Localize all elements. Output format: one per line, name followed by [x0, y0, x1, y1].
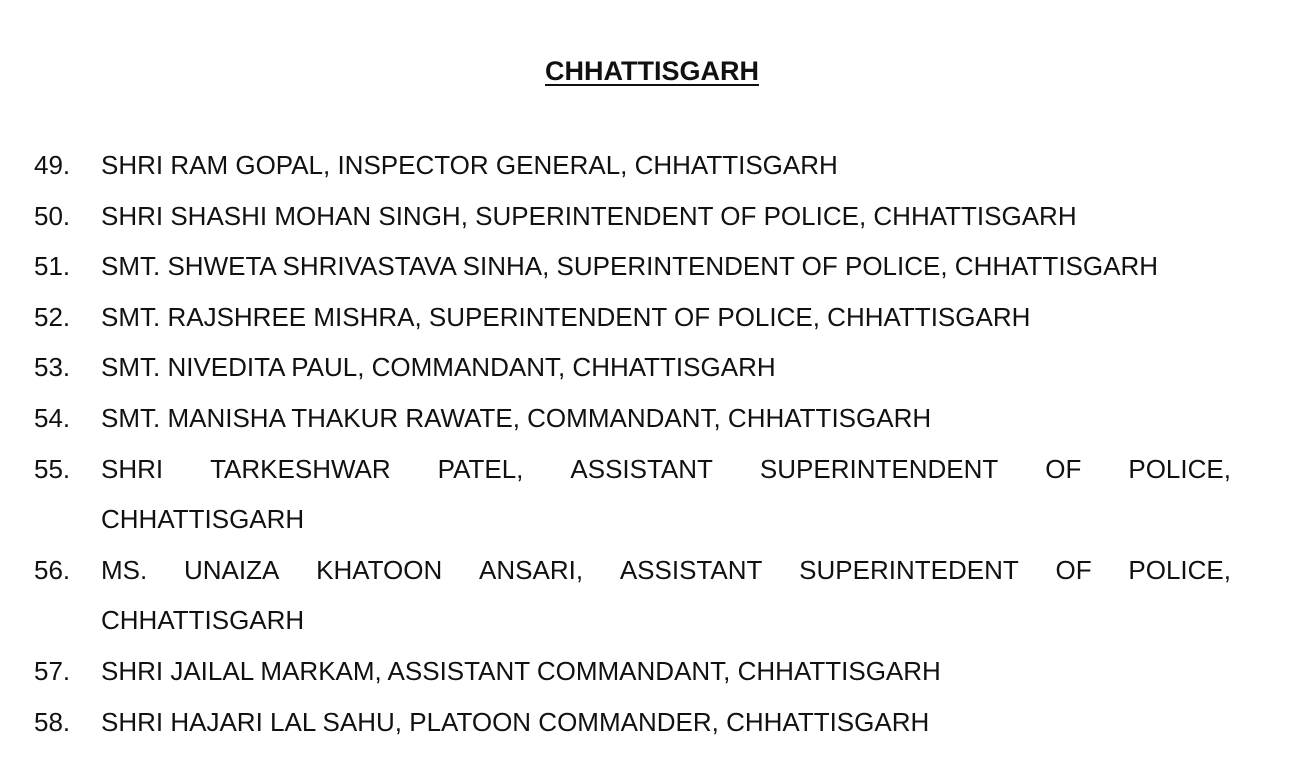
- item-number: 51.: [34, 251, 71, 282]
- list-item: [0, 545, 1231, 596]
- item-text: CHHATTISGARH: [101, 605, 305, 636]
- item-word: ANSARI,: [479, 554, 584, 585]
- item-text: SHRI HAJARI LAL SAHU, PLATOON COMMANDER, CHHATTISGARH: [101, 706, 930, 737]
- list-item: [0, 393, 1200, 444]
- list-item: [0, 292, 1200, 343]
- state-heading: CHHATTISGARH: [545, 56, 759, 86]
- item-number: 53.: [34, 352, 71, 383]
- item-word: TARKESHWAR: [210, 453, 391, 484]
- item-word: POLICE,: [1128, 554, 1231, 585]
- item-text: SMT. NIVEDITA PAUL, COMMANDANT, CHHATTISGARH: [101, 352, 776, 383]
- list-item: [0, 342, 1200, 393]
- item-text: SMT. SHWETA SHRIVASTAVA SINHA, SUPERINTENDENT OF POLICE, CHHATTISGARH: [101, 251, 1158, 282]
- list-item: [0, 241, 1200, 292]
- item-word: MS.: [101, 554, 148, 585]
- item-word: SHRI: [101, 453, 164, 484]
- item-word: OF: [1045, 453, 1082, 484]
- item-text: SHRI JAILAL MARKAM, ASSISTANT COMMANDANT, CHHATTISGARH: [101, 655, 941, 686]
- item-word: PATEL,: [437, 453, 524, 484]
- item-text: SMT. RAJSHREE MISHRA, SUPERINTENDENT OF POLICE, CHHATTISGARH: [101, 301, 1031, 332]
- item-text-justified: [101, 551, 1231, 589]
- item-word: KHATOON: [316, 554, 443, 585]
- item-word: POLICE,: [1128, 453, 1231, 484]
- list-item: [0, 140, 1200, 191]
- item-text: SHRI RAM GOPAL, INSPECTOR GENERAL, CHHATTISGARH: [101, 150, 838, 180]
- item-number: 58.: [34, 706, 71, 737]
- item-word: ASSISTANT: [570, 453, 713, 484]
- item-word: ASSISTANT: [619, 554, 763, 585]
- item-number: 50.: [34, 200, 71, 231]
- list-item: [0, 697, 1200, 748]
- list-item: [0, 191, 1200, 242]
- item-number: 52.: [34, 301, 71, 332]
- item-text: CHHATTISGARH: [101, 504, 305, 535]
- item-text: SMT. MANISHA THAKUR RAWATE, COMMANDANT, CHHATTISGARH: [101, 402, 932, 433]
- item-text: SHRI SHASHI MOHAN SINGH, SUPERINTENDENT OF POLICE, CHHATTISGARH: [101, 200, 1077, 231]
- item-number: 56.: [34, 554, 71, 585]
- item-number: 55.: [34, 453, 71, 484]
- award-list: [0, 140, 1231, 747]
- item-text-justified: [101, 450, 1231, 488]
- list-item-continuation: [0, 494, 1200, 545]
- item-word: SUPERINTEDENT: [799, 554, 1019, 585]
- list-item-continuation: [0, 595, 1200, 646]
- item-number: 57.: [34, 655, 71, 686]
- item-word: UNAIZA: [184, 554, 280, 585]
- list-item: [0, 444, 1231, 495]
- item-number: 54.: [34, 402, 71, 433]
- list-item: [0, 646, 1200, 697]
- item-word: OF: [1055, 554, 1092, 585]
- item-word: SUPERINTENDENT: [759, 453, 999, 484]
- item-number: 49.: [34, 150, 71, 180]
